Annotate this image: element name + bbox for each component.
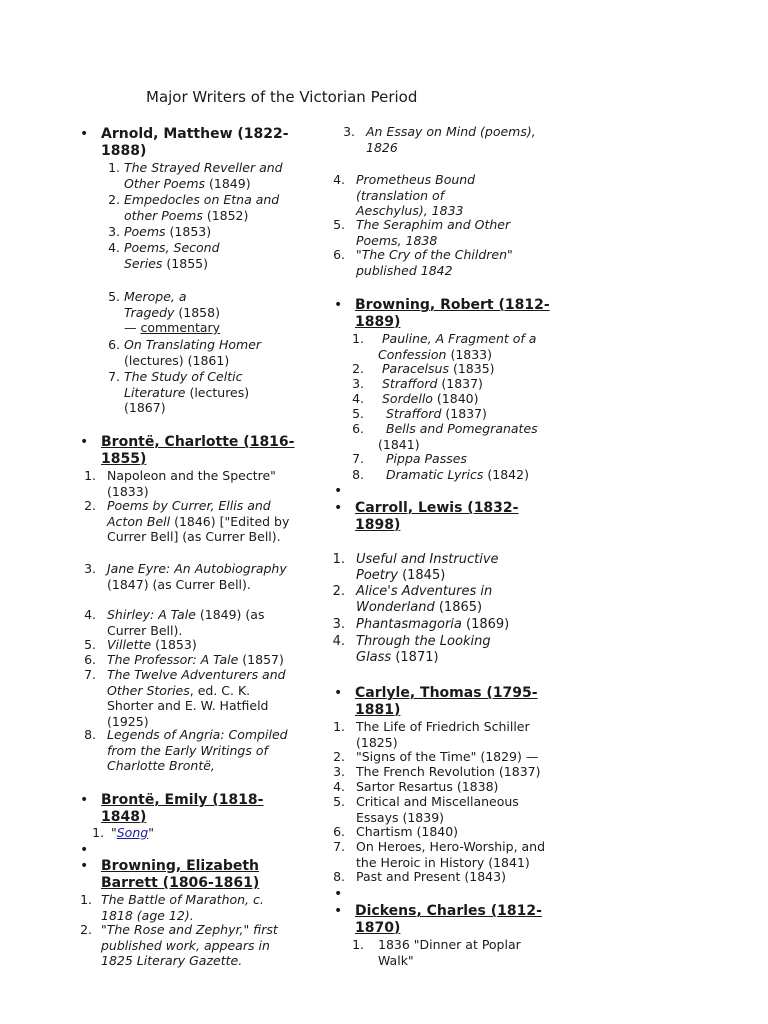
list-item: 1. The Strayed Reveller and Other Poems (1849) xyxy=(108,160,283,191)
list-bullet: • xyxy=(80,434,89,450)
list-item: 3. Strafford (1837) xyxy=(352,376,483,391)
list-item: 3. Phantasmagoria (1869) xyxy=(332,617,510,632)
list-bullet: • xyxy=(334,886,343,902)
list-item: 5. Strafford (1837) xyxy=(352,406,487,421)
list-item: 4. Prometheus Bound (translation of Aeschylus), 1833 xyxy=(333,172,476,218)
list-item: 4. Sartor Resartus (1838) xyxy=(333,779,499,794)
author-heading-lewis-carroll: Carroll, Lewis (1832-1898) xyxy=(355,500,519,533)
list-item: 8. Past and Present (1843) xyxy=(333,869,506,884)
list-item: 6. On Translating Homer (lectures) (1861) xyxy=(108,337,262,368)
author-heading-emily-bronte: Brontë, Emily (1818-1848) xyxy=(101,792,264,825)
author-heading-arnold: Arnold, Matthew (1822-1888) xyxy=(101,126,289,159)
list-bullet: • xyxy=(80,126,89,142)
list-item: 3. Poems (1853) xyxy=(108,224,212,239)
list-item: 1. The Battle of Marathon, c. 1818 (age 12). xyxy=(80,892,264,923)
list-item: 6. "The Cry of the Children" published 1842 xyxy=(333,247,513,278)
list-bullet: • xyxy=(80,842,89,858)
list-item: 2. Alice's Adventures in Wonderland (1865) xyxy=(332,584,493,615)
list-item: 4. Sordello (1840) xyxy=(352,391,479,406)
list-item: 6. Chartism (1840) xyxy=(333,824,459,839)
list-item: 2. Poems by Currer, Ellis and Acton Bell (1846) ["Edited by Currer Bell] (as Currer Bell). xyxy=(84,498,290,544)
list-item: 3. An Essay on Mind (poems), 1826 xyxy=(343,124,536,155)
list-item: 7. The Study of Celtic Literature (lectures) (1867) xyxy=(108,369,250,415)
list-item: 5. Merope, a Tragedy (1858) — commentary xyxy=(108,289,221,335)
list-bullet: • xyxy=(80,858,89,874)
list-item: 6. Bells and Pomegranates (1841) xyxy=(352,421,538,452)
list-item: 2. Empedocles on Etna and other Poems (1852) xyxy=(108,192,280,223)
list-item: 7. The Twelve Adventurers and Other Stories, ed. C. K. Shorter and E. W. Hatfield (1925) xyxy=(84,667,286,729)
list-item: 1. The Life of Friedrich Schiller (1825) xyxy=(333,719,530,750)
author-heading-charles-dickens: Dickens, Charles (1812-1870) xyxy=(355,903,542,936)
list-item: 1. Useful and Instructive Poetry (1845) xyxy=(332,552,499,583)
author-heading-thomas-carlyle: Carlyle, Thomas (1795-1881) xyxy=(355,685,538,718)
list-item: 4. Shirley: A Tale (1849) (as Currer Bell). xyxy=(84,607,265,638)
list-item: 3. Jane Eyre: An Autobiography (1847) (as Currer Bell). xyxy=(84,561,287,592)
list-item: 2. "The Rose and Zephyr," first published work, appears in 1825 Literary Gazette. xyxy=(80,922,278,968)
list-bullet: • xyxy=(80,792,89,808)
list-item: 6. The Professor: A Tale (1857) xyxy=(84,652,284,667)
list-item: 4. Poems, Second Series (1855) xyxy=(108,240,220,271)
author-heading-elizabeth-barrett-browning: Browning, Elizabeth Barrett (1806-1861) xyxy=(101,858,260,891)
list-item: 1. Pauline, A Fragment of a Confession (1833) xyxy=(352,331,537,362)
list-item: 4. Through the Looking Glass (1871) xyxy=(332,634,491,665)
list-bullet: • xyxy=(334,903,343,919)
list-item: 3. The French Revolution (1837) xyxy=(333,764,541,779)
list-bullet: • xyxy=(334,483,343,499)
commentary-link[interactable]: commentary xyxy=(140,320,221,335)
list-item: 7. On Heroes, Hero-Worship, and the Heroic in History (1841) xyxy=(333,839,546,870)
list-item: 5. Villette (1853) xyxy=(84,637,197,652)
song-link[interactable]: Song xyxy=(116,825,149,840)
list-item: 5. Critical and Miscellaneous Essays (1839) xyxy=(333,794,519,825)
list-item: 8. Legends of Angria: Compiled from the Early Writings of Charlotte Brontë, xyxy=(84,727,288,773)
list-item: 2. Paracelsus (1835) xyxy=(352,361,495,376)
list-bullet: • xyxy=(334,500,343,516)
list-item: 5. The Seraphim and Other Poems, 1838 xyxy=(333,217,511,248)
list-bullet: • xyxy=(334,685,343,701)
list-item: 1. 1836 "Dinner at Poplar Walk" xyxy=(352,937,521,968)
list-item: 1. Napoleon and the Spectre" (1833) xyxy=(84,468,276,499)
list-item: 1. "Song" xyxy=(92,825,154,840)
author-heading-robert-browning: Browning, Robert (1812-1889) xyxy=(355,297,550,330)
page-title: Major Writers of the Victorian Period xyxy=(146,88,418,106)
list-item: 7. Pippa Passes xyxy=(352,451,467,466)
list-item: 8. Dramatic Lyrics (1842) xyxy=(352,467,529,482)
list-item: 2. "Signs of the Time" (1829) — xyxy=(333,749,539,764)
list-bullet: • xyxy=(334,297,343,313)
author-heading-charlotte-bronte: Brontë, Charlotte (1816-1855) xyxy=(101,434,295,467)
